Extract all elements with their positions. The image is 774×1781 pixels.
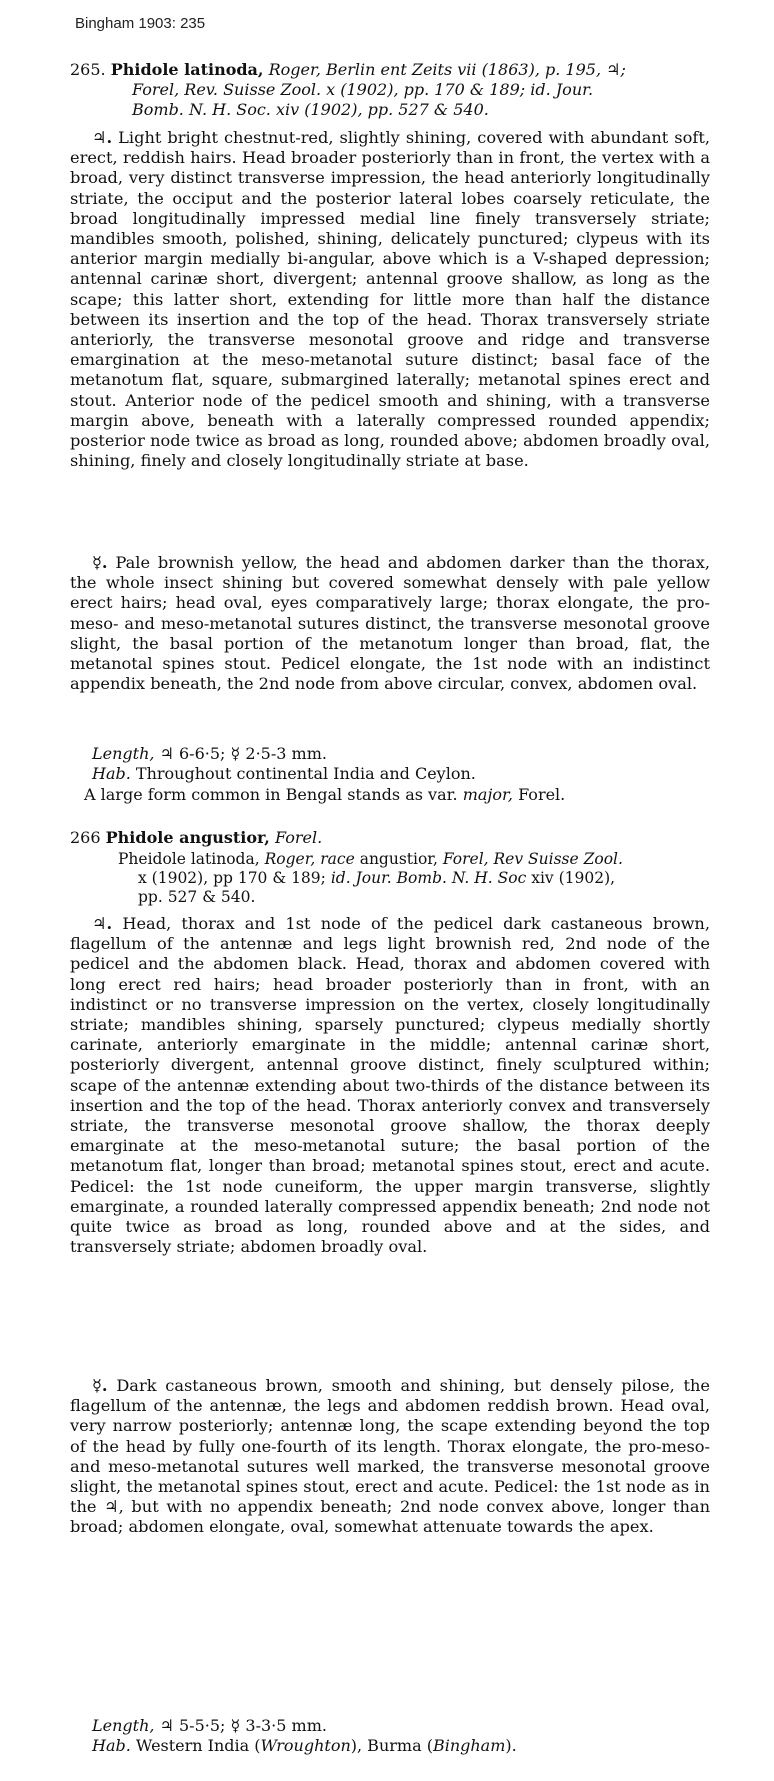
reference-line: Roger, Berlin ent Zeits vii (1863), p. 195, ♃; — [268, 60, 626, 79]
synonym-name: Pheidole latinoda, — [118, 850, 260, 868]
description-text: Dark castaneous brown, smooth and shining, but densely pilose, the flagellum of the antennæ, the legs and abdomen reddish brown. Head oval, very narrow posteriorly; antennæ long, the scape extending beyond the top of the head by fully one-fourth of its length. Thorax elongate, the pro-meso- and meso-metanotal sutures well marked, the transverse mesonotal groove slight, the metanotal spines stout, erect and acute. Pedicel: the 1st node as in the ♃, but with no appendix beneath; 2nd node convex above, longer than broad; abdomen elongate, oval, somewhat attenuate towards the apex. — [70, 1376, 710, 1537]
major-symbol: ♃. — [92, 914, 113, 933]
reference-line: Bomb. N. H. Soc. xiv (1902), pp. 527 & 540. — [132, 100, 489, 119]
variety-note — [84, 785, 704, 805]
major-description-266 — [70, 914, 710, 1257]
collector-name: Wroughton — [260, 1736, 351, 1755]
measurements-266 — [92, 1716, 712, 1756]
collector-name: Bingham — [432, 1736, 506, 1755]
major-symbol: ♃. — [92, 128, 113, 147]
length-label: Length, — [92, 744, 155, 763]
note-text: A large form common in Bengal stands as var. — [84, 785, 458, 804]
habitat-value: ), Burma ( — [350, 1736, 433, 1755]
entry-266-heading — [70, 828, 710, 848]
species-author: Forel. — [274, 828, 323, 847]
major-description-265 — [70, 128, 710, 471]
habitat-value: Western India ( — [135, 1736, 261, 1755]
description-text: Light bright chestnut-red, slightly shining, covered with abundant soft, erect, reddish hairs. Head broader posteriorly than in front, the vertex with a broad, very distinct transverse impression, the head anteriorly longitudinally striate, the occiput and the posterior lateral lobes coarsely reticulate, the broad longitudinally impressed medial line finely transversely striate; mandibles smooth, polished, shining, delicately punctured; clypeus with its anterior margin medially bi-angular, above which is a V-shaped depression; antennal carinæ short, divergent; antennal groove shallow, as long as the scape; this latter short, extending for little more than half the distance between its insertion and the top of the head. Thorax transversely striate anteriorly, the transverse mesonotal groove and ridge and transverse emargination at the meso-metanotal suture distinct; basal face of the metanotum flat, square, submargined laterally; metanotal spines erect and stout. Anterior node of the pedicel smooth and shining, with a transverse margin above, beneath with a laterally compressed rounded appendix; posterior node twice as broad as long, rounded above; abdomen broadly oval, shining, finely and closely longitudinally striate at base. — [70, 128, 710, 471]
reference-line: Forel, Rev. Suisse Zool. x (1902), pp. 170 & 189; id. Jour. — [132, 80, 594, 99]
species-name: Phidole latinoda, — [110, 60, 264, 79]
page-header: Bingham 1903: 235 — [75, 15, 206, 32]
habitat-label: Hab. — [92, 764, 131, 783]
species-name: Phidole angustior, — [105, 828, 270, 847]
habitat-value: Throughout continental India and Ceylon. — [135, 764, 476, 783]
synonym-ref: id. Jour. Bomb. N. H. Soc — [330, 869, 527, 887]
worker-symbol: ☿. — [92, 553, 108, 572]
habitat-label: Hab. — [92, 1736, 131, 1755]
description-text: Head, thorax and 1st node of the pedicel dark castaneous brown, flagellum of the antennæ and legs light brownish red, 2nd node of the pedicel and the abdomen black. Head, thorax and abdomen covered with long erect red hairs; head broader posteriorly than in front, with an indistinct or no transverse impression on the vertex, closely longitudinally striate; mandibles shining, sparsely punctured; clypeus medially shortly carinate, anteriorly emarginate in the middle; antennal carinæ short, posteriorly divergent, antennal groove distinct, finely sculptured within; scape of the antennæ extending about two-thirds of the distance between its insertion and the top of the head. Thorax anteriorly convex and transversely striate, the transverse mesonotal groove shallow, the thorax deeply emarginate at the meso-metanotal suture; the basal portion of the metanotum flat, longer than broad; metanotal spines stout, erect and acute. Pedicel: the 1st node cuneiform, the upper margin transverse, slightly emarginate, a rounded laterally compressed appendix beneath; 2nd node not quite twice as broad as long, rounded above and at the sides, and transversely striate; abdomen broadly oval. — [70, 914, 711, 1257]
description-text: Pale brownish yellow, the head and abdomen darker than the thorax, the whole insect shining but covered somewhat densely with pale yellow erect hairs; head oval, eyes comparatively large; thorax elongate, the pro-meso- and meso-metanotal sutures distinct, the transverse mesonotal groove slight, the basal portion of the metanotum longer than broad, flat, the metanotal spines stout. Pedicel elongate, the 1st node with an indistinct appendix beneath, the 2nd node from above circular, convex, abdomen oval. — [70, 553, 710, 694]
worker-description-266 — [70, 1376, 710, 1538]
variety-name: major, — [462, 785, 513, 804]
worker-description-265 — [70, 553, 710, 694]
habitat-value: ). — [505, 1736, 517, 1755]
note-author: Forel. — [518, 785, 566, 804]
synonym-ref: x (1902), pp 170 & 189; — [138, 869, 326, 887]
synonymy-266 — [118, 850, 708, 907]
length-value: ♃ 5-5·5; ☿ 3-3·5 mm. — [159, 1716, 327, 1735]
length-value: ♃ 6-6·5; ☿ 2·5-3 mm. — [159, 744, 327, 763]
synonym-race: angustior, — [359, 850, 438, 868]
length-label: Length, — [92, 1716, 155, 1735]
entry-number: 266 — [70, 828, 101, 847]
entry-265-heading — [70, 60, 710, 120]
entry-number: 265. — [70, 60, 106, 79]
synonym-ref: Forel, Rev Suisse Zool. — [442, 850, 623, 868]
synonym-ref: pp. 527 & 540. — [138, 888, 256, 906]
synonym-ref: xiv (1902), — [531, 869, 616, 887]
worker-symbol: ☿. — [92, 1376, 108, 1395]
synonym-ref: Roger, race — [264, 850, 355, 868]
measurements-265 — [92, 744, 712, 784]
